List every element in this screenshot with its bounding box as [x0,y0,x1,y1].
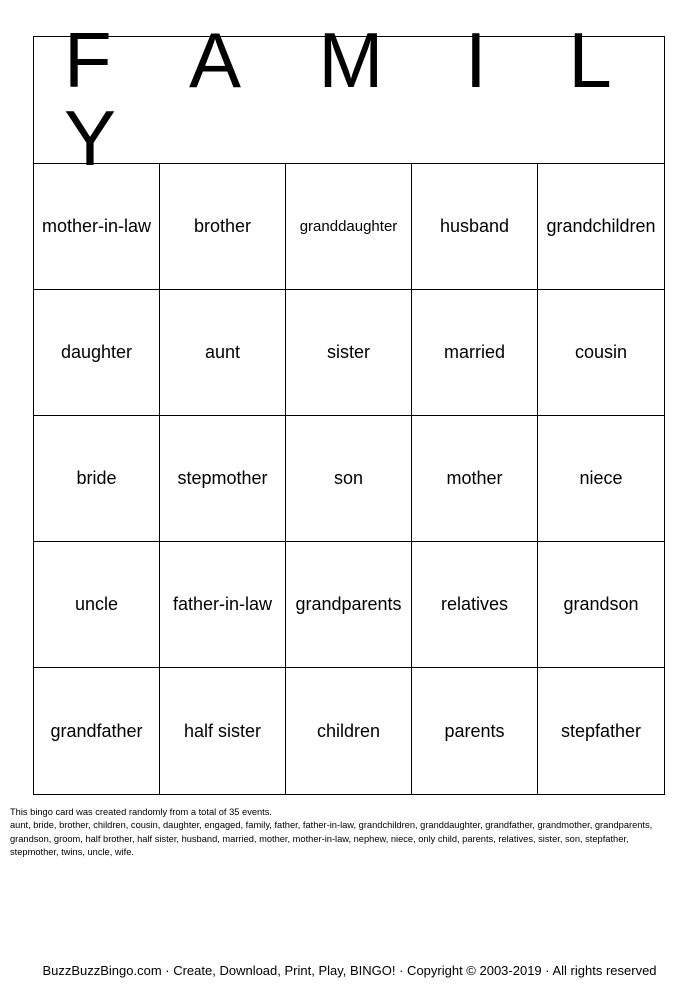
bingo-cell: niece [538,416,664,542]
bingo-cell: married [412,290,538,416]
bingo-cell: stepfather [560,720,642,741]
bingo-cell: aunt [160,290,286,416]
bingo-cell: grandparents [286,542,412,668]
bingo-cell: mother [412,416,538,542]
card-title: F A M I L Y [64,16,639,182]
bingo-cell: daughter [34,290,160,416]
bingo-cell: brother [160,164,286,290]
bingo-cell: half sister [160,668,286,794]
bingo-cell: granddaughter [286,164,412,290]
title-row [34,16,664,182]
bingo-cell: cousin [538,290,664,416]
info-line: grandson, groom, half brother, half sister, husband, married, mother, mother-in-law, nephew, niece, only child, parents, relatives, sister, son, stepfather, [10,833,629,844]
bingo-cell: relatives [412,542,538,668]
info-line: stepmother, twins, uncle, wife. [10,847,135,858]
bingo-grid [34,164,664,794]
bingo-cell: grandson [538,542,664,668]
bingo-cell: mother-in-law [34,164,160,290]
info-line: This bingo card was created randomly from a total of 35 events. [10,807,272,817]
bingo-cell: grandfather [34,668,160,794]
bingo-cell: father-in-law [160,542,286,668]
bingo-card [33,16,665,795]
bingo-cell: grandchildren [538,164,664,290]
bingo-cell: husband [412,164,538,290]
info-line: aunt, bride, brother, children, cousin, daughter, engaged, family, father, father-in-law, grandchildren, granddaughter, grandfather, grandmother, grandparents, [10,820,653,831]
bingo-cell: uncle [34,542,160,668]
bingo-cell: children [286,668,412,794]
bingo-cell: bride [34,416,160,542]
bingo-cell: stepmother [160,416,286,542]
bingo-cell: sister [286,290,412,416]
bingo-cell: parents [412,668,538,794]
event-list-info [10,806,682,860]
bingo-cell: son [286,416,412,542]
footer-copyright: BuzzBuzzBingo.com · Create, Download, Print, Play, BINGO! · Copyright © 2003-2019 · All rights reserved [42,963,657,978]
